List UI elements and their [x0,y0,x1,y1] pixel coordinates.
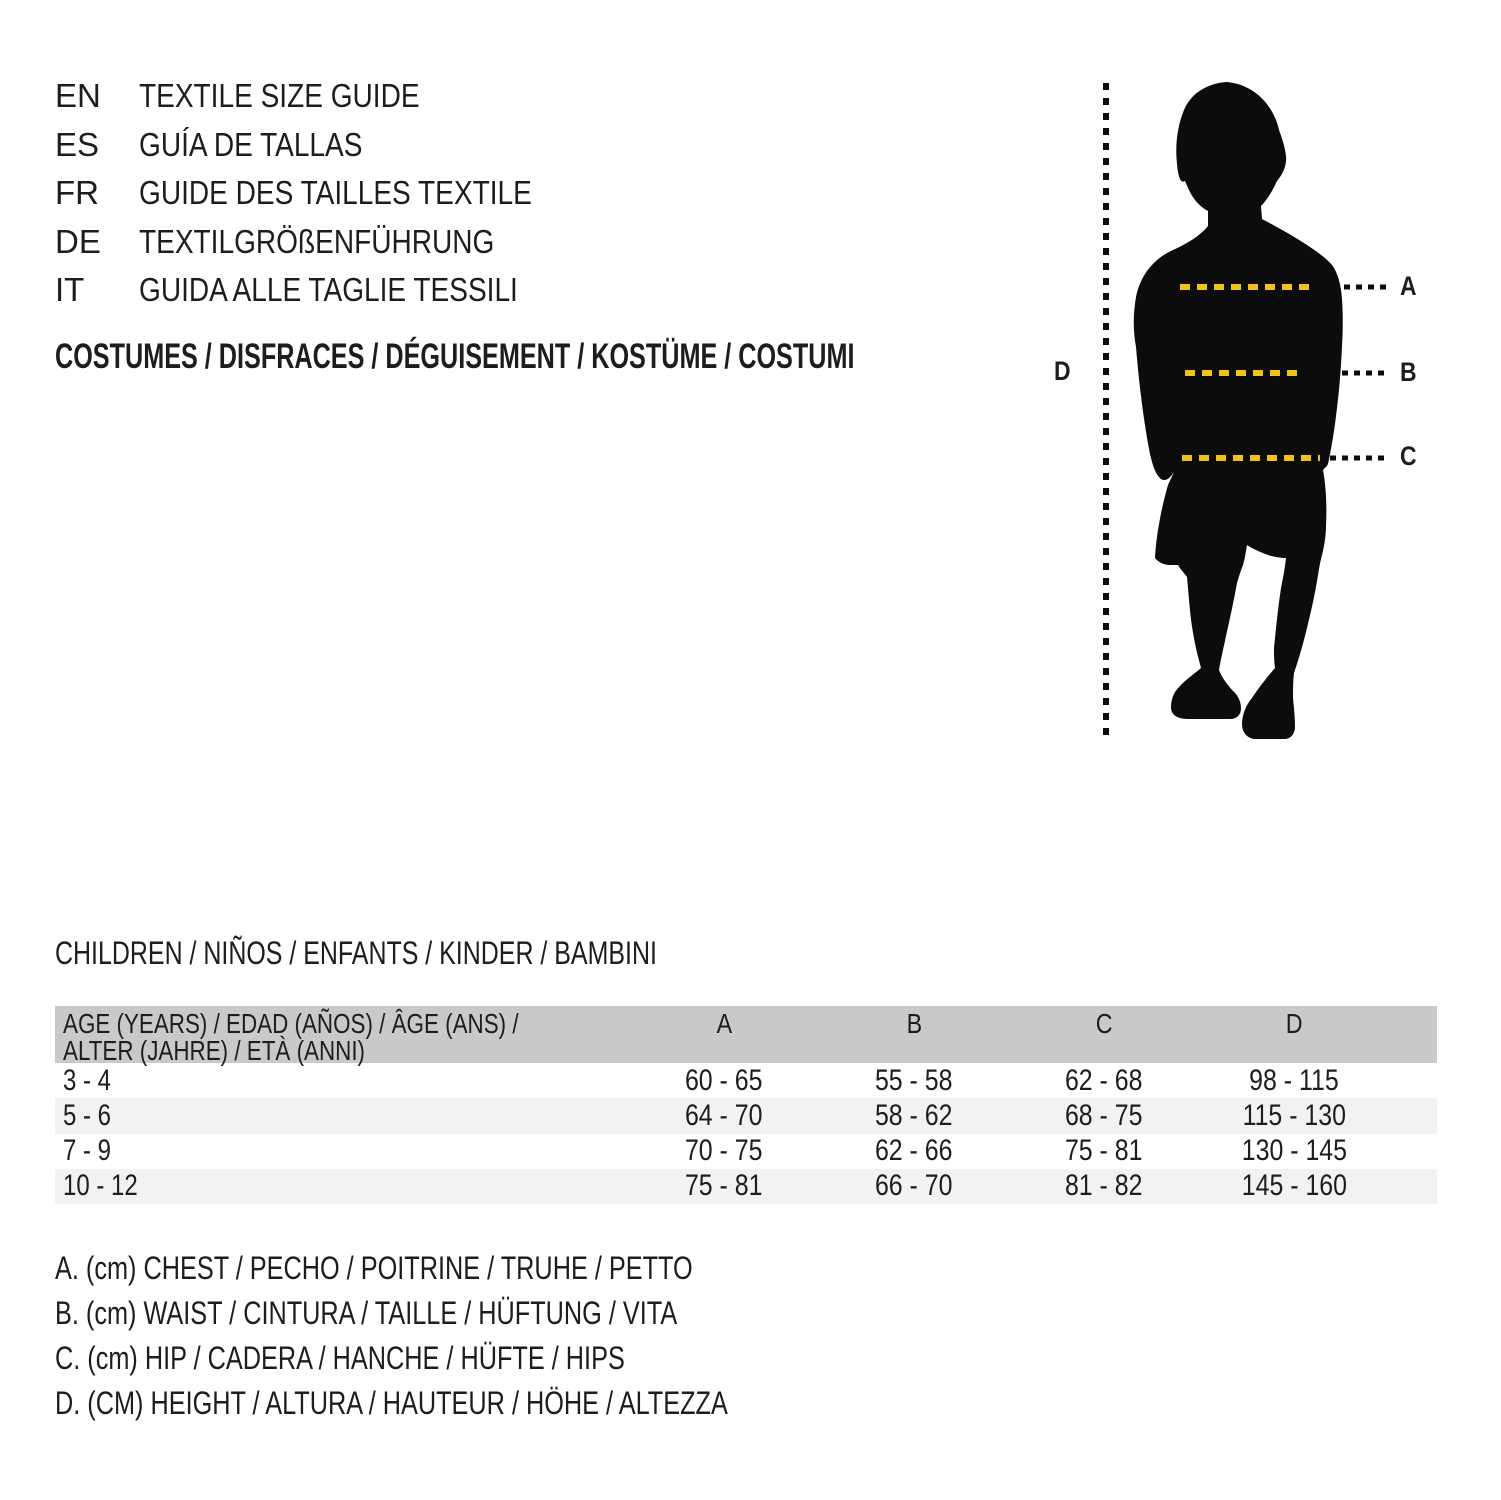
hip-cell [1009,1064,1199,1098]
age-value: 7 - 9 [63,1134,112,1168]
height-cell [1199,1134,1389,1168]
hip-cell [1009,1134,1199,1168]
measure-label-a: A [1400,270,1417,301]
waist-cell [819,1064,1009,1098]
age-value: 10 - 12 [63,1169,138,1203]
column-header-b-text: B [906,1008,922,1039]
size-table-header [55,1006,1437,1066]
waist-cell [819,1099,1009,1133]
age-column-header [55,1010,629,1064]
measure-label-d: D [1054,355,1071,386]
height-cell [1199,1064,1389,1098]
column-header-b [819,1010,1009,1064]
legend-item-hip [55,1336,907,1381]
measure-label-c: C [1400,440,1417,471]
chest-value: 70 - 75 [685,1134,763,1168]
section-title-text: CHILDREN / NIÑOS / ENFANTS / KINDER / BAMBINI [55,935,657,971]
age-cell [55,1169,629,1203]
column-header-d-text: D [1285,1008,1303,1039]
waist-value: 62 - 66 [875,1134,953,1168]
measurement-figure [1090,78,1410,744]
language-code: ES [55,125,100,163]
language-row-en [55,72,601,121]
language-code: FR [55,174,99,211]
legend-item-text: B. (cm) WAIST / CINTURA / TAILLE / HÜFTUNG / VITA [55,1295,678,1331]
age-cell [55,1134,629,1168]
age-value: 5 - 6 [63,1098,112,1132]
language-title: GUIDA ALLE TAGLIE TESSILI [139,271,519,308]
height-value: 98 - 115 [1249,1063,1339,1097]
legend-item-text: D. (CM) HEIGHT / ALTURA / HAUTEUR / HÖHE / ALTEZZA [55,1385,728,1421]
height-value: 115 - 130 [1242,1098,1346,1132]
language-code: IT [55,271,85,308]
chest-cell [629,1134,819,1168]
child-silhouette [1134,82,1343,739]
chest-value: 75 - 81 [685,1169,763,1203]
table-row-age-7-9 [55,1134,1437,1169]
column-header-a-text: A [716,1008,732,1039]
table-row-age-10-12 [55,1169,1437,1204]
category-title-text: COSTUMES / DISFRACES / DÉGUISEMENT / KOSTÜME / COSTUMI [55,337,855,376]
legend-item-text: A. (cm) CHEST / PECHO / POITRINE / TRUHE / PETTO [55,1250,693,1286]
hip-value: 62 - 68 [1065,1063,1143,1097]
legend-item-height [55,1381,907,1426]
hip-value: 75 - 81 [1065,1134,1143,1168]
hip-value: 81 - 82 [1065,1169,1143,1203]
waist-value: 58 - 62 [875,1098,953,1132]
legend-item-waist [55,1291,907,1336]
height-cell [1199,1099,1389,1133]
chest-cell [629,1064,819,1098]
language-code: DE [55,222,101,260]
height-value: 145 - 160 [1241,1169,1347,1203]
waist-value: 55 - 58 [875,1063,953,1097]
age-header-line1: AGE (YEARS) / EDAD (AÑOS) / ÂGE (ANS) / [63,1008,519,1039]
chest-cell [629,1169,819,1203]
age-header-line2: ALTER (JAHRE) / ETÀ (ANNI) [63,1035,366,1066]
age-cell [55,1099,629,1133]
table-row-age-3-4 [55,1063,1437,1098]
hip-value: 68 - 75 [1065,1098,1143,1132]
legend-item-text: C. (cm) HIP / CADERA / HANCHE / HÜFTE / HIPS [55,1340,625,1376]
language-title: GUIDE DES TAILLES TEXTILE [139,174,533,211]
language-title: GUÍA DE TALLAS [139,125,363,163]
section-title-children [55,937,827,970]
language-title: TEXTILE SIZE GUIDE [139,77,420,114]
language-row-de [55,218,601,267]
category-title [55,336,1165,377]
age-cell [55,1064,629,1098]
chest-value: 60 - 65 [685,1063,763,1097]
height-cell [1199,1169,1389,1203]
column-header-c [1009,1010,1199,1064]
waist-cell [819,1169,1009,1203]
language-title: TEXTILGRÖßENFÜHRUNG [139,222,495,260]
hip-cell [1009,1099,1199,1133]
language-row-fr [55,169,601,218]
language-row-es [55,121,601,170]
waist-cell [819,1134,1009,1168]
measure-label-b: B [1400,356,1417,387]
measurement-legend [55,1246,907,1426]
column-header-a [629,1010,819,1064]
column-header-c-text: C [1095,1008,1113,1039]
size-table [55,1006,1437,1204]
language-title-list [55,72,601,315]
height-value: 130 - 145 [1241,1134,1347,1168]
chest-value: 64 - 70 [685,1098,763,1132]
language-row-it [55,266,601,315]
child-silhouette-graphic [1090,78,1410,744]
hip-cell [1009,1169,1199,1203]
language-code: EN [55,77,101,114]
table-row-age-5-6 [55,1098,1437,1133]
column-header-d [1199,1010,1389,1064]
age-value: 3 - 4 [63,1063,112,1097]
waist-value: 66 - 70 [875,1169,953,1203]
chest-cell [629,1099,819,1133]
legend-item-chest [55,1246,907,1291]
